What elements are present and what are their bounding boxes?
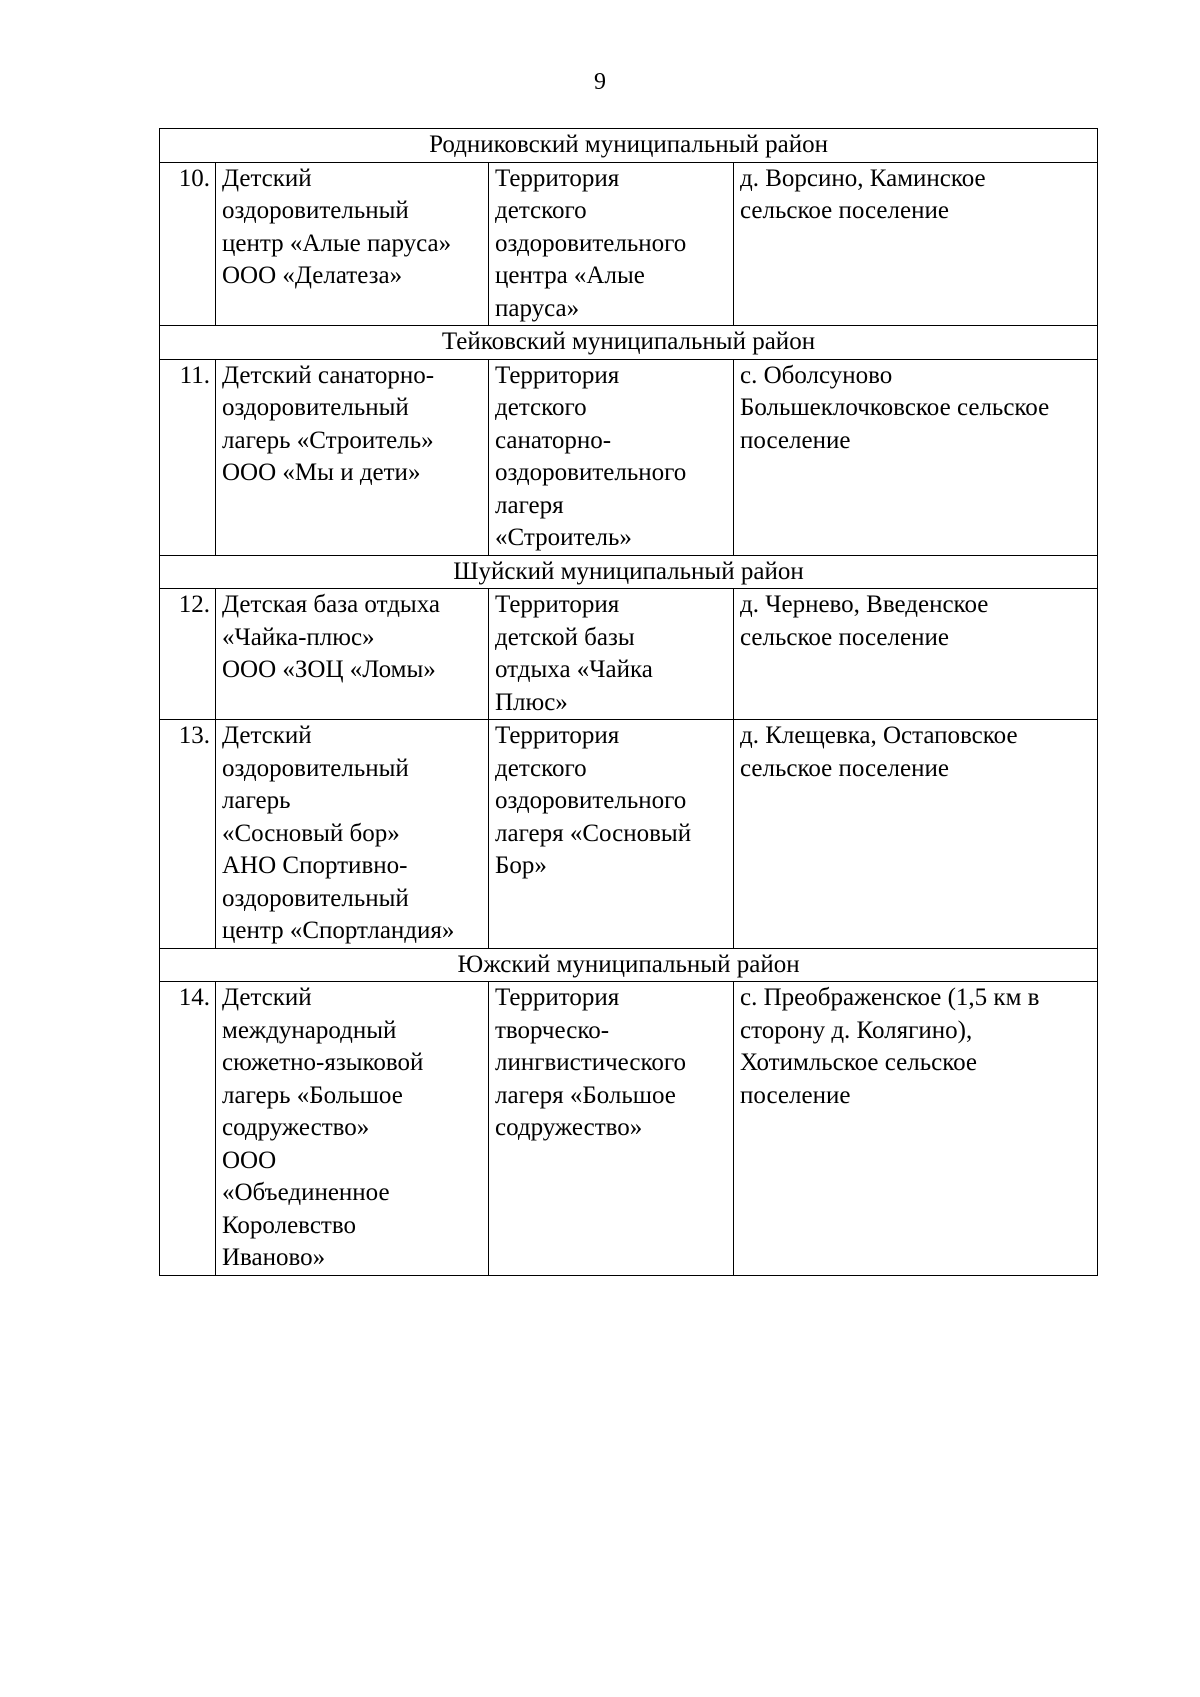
camp-name-cell: Детский оздоровительный центр «Алые паруса» ООО «Делатеза» — [216, 162, 489, 326]
territory-cell: Территория детского санаторно- оздоровительного лагеря «Строитель» — [489, 359, 734, 555]
camps-table — [159, 128, 1098, 1276]
location-cell: д. Чернево, Введенское сельское поселение — [734, 589, 1098, 720]
section-header-row — [160, 326, 1098, 360]
location-cell: с. Оболсуново Большеклочковское сельское поселение — [734, 359, 1098, 555]
row-number: 12. — [160, 589, 216, 720]
territory-cell: Территория детского оздоровительного лагеря «Сосновый Бор» — [489, 720, 734, 949]
location-cell: д. Клещевка, Остаповское сельское поселение — [734, 720, 1098, 949]
location-cell: д. Ворсино, Каминское сельское поселение — [734, 162, 1098, 326]
table-row — [160, 162, 1098, 326]
table-row — [160, 982, 1098, 1276]
camp-name-cell: Детский санаторно- оздоровительный лагерь «Строитель» ООО «Мы и дети» — [216, 359, 489, 555]
section-title: Шуйский муниципальный район — [160, 555, 1098, 589]
row-number: 13. — [160, 720, 216, 949]
section-title: Тейковский муниципальный район — [160, 326, 1098, 360]
section-header-row — [160, 948, 1098, 982]
camp-name-cell: Детская база отдыха «Чайка-плюс» ООО «ЗОЦ «Ломы» — [216, 589, 489, 720]
camp-name-cell: Детский международный сюжетно-языковой лагерь «Большое содружество» ООО «Объединенное Королевство Иваново» — [216, 982, 489, 1276]
section-header-row — [160, 129, 1098, 163]
page-number: 9 — [594, 69, 606, 95]
table-row — [160, 359, 1098, 555]
section-title: Южский муниципальный район — [160, 948, 1098, 982]
territory-cell: Территория детского оздоровительного центра «Алые паруса» — [489, 162, 734, 326]
section-header-row — [160, 555, 1098, 589]
territory-cell: Территория детской базы отдыха «Чайка Плюс» — [489, 589, 734, 720]
table-row — [160, 720, 1098, 949]
row-number: 10. — [160, 162, 216, 326]
location-cell: с. Преображенское (1,5 км в сторону д. Колягино), Хотимльское сельское поселение — [734, 982, 1098, 1276]
row-number: 11. — [160, 359, 216, 555]
camp-name-cell: Детский оздоровительный лагерь «Сосновый бор» АНО Спортивно- оздоровительный центр «Спортландия» — [216, 720, 489, 949]
territory-cell: Территория творческо- лингвистического лагеря «Большое содружество» — [489, 982, 734, 1276]
table-row — [160, 589, 1098, 720]
row-number: 14. — [160, 982, 216, 1276]
section-title: Родниковский муниципальный район — [160, 129, 1098, 163]
